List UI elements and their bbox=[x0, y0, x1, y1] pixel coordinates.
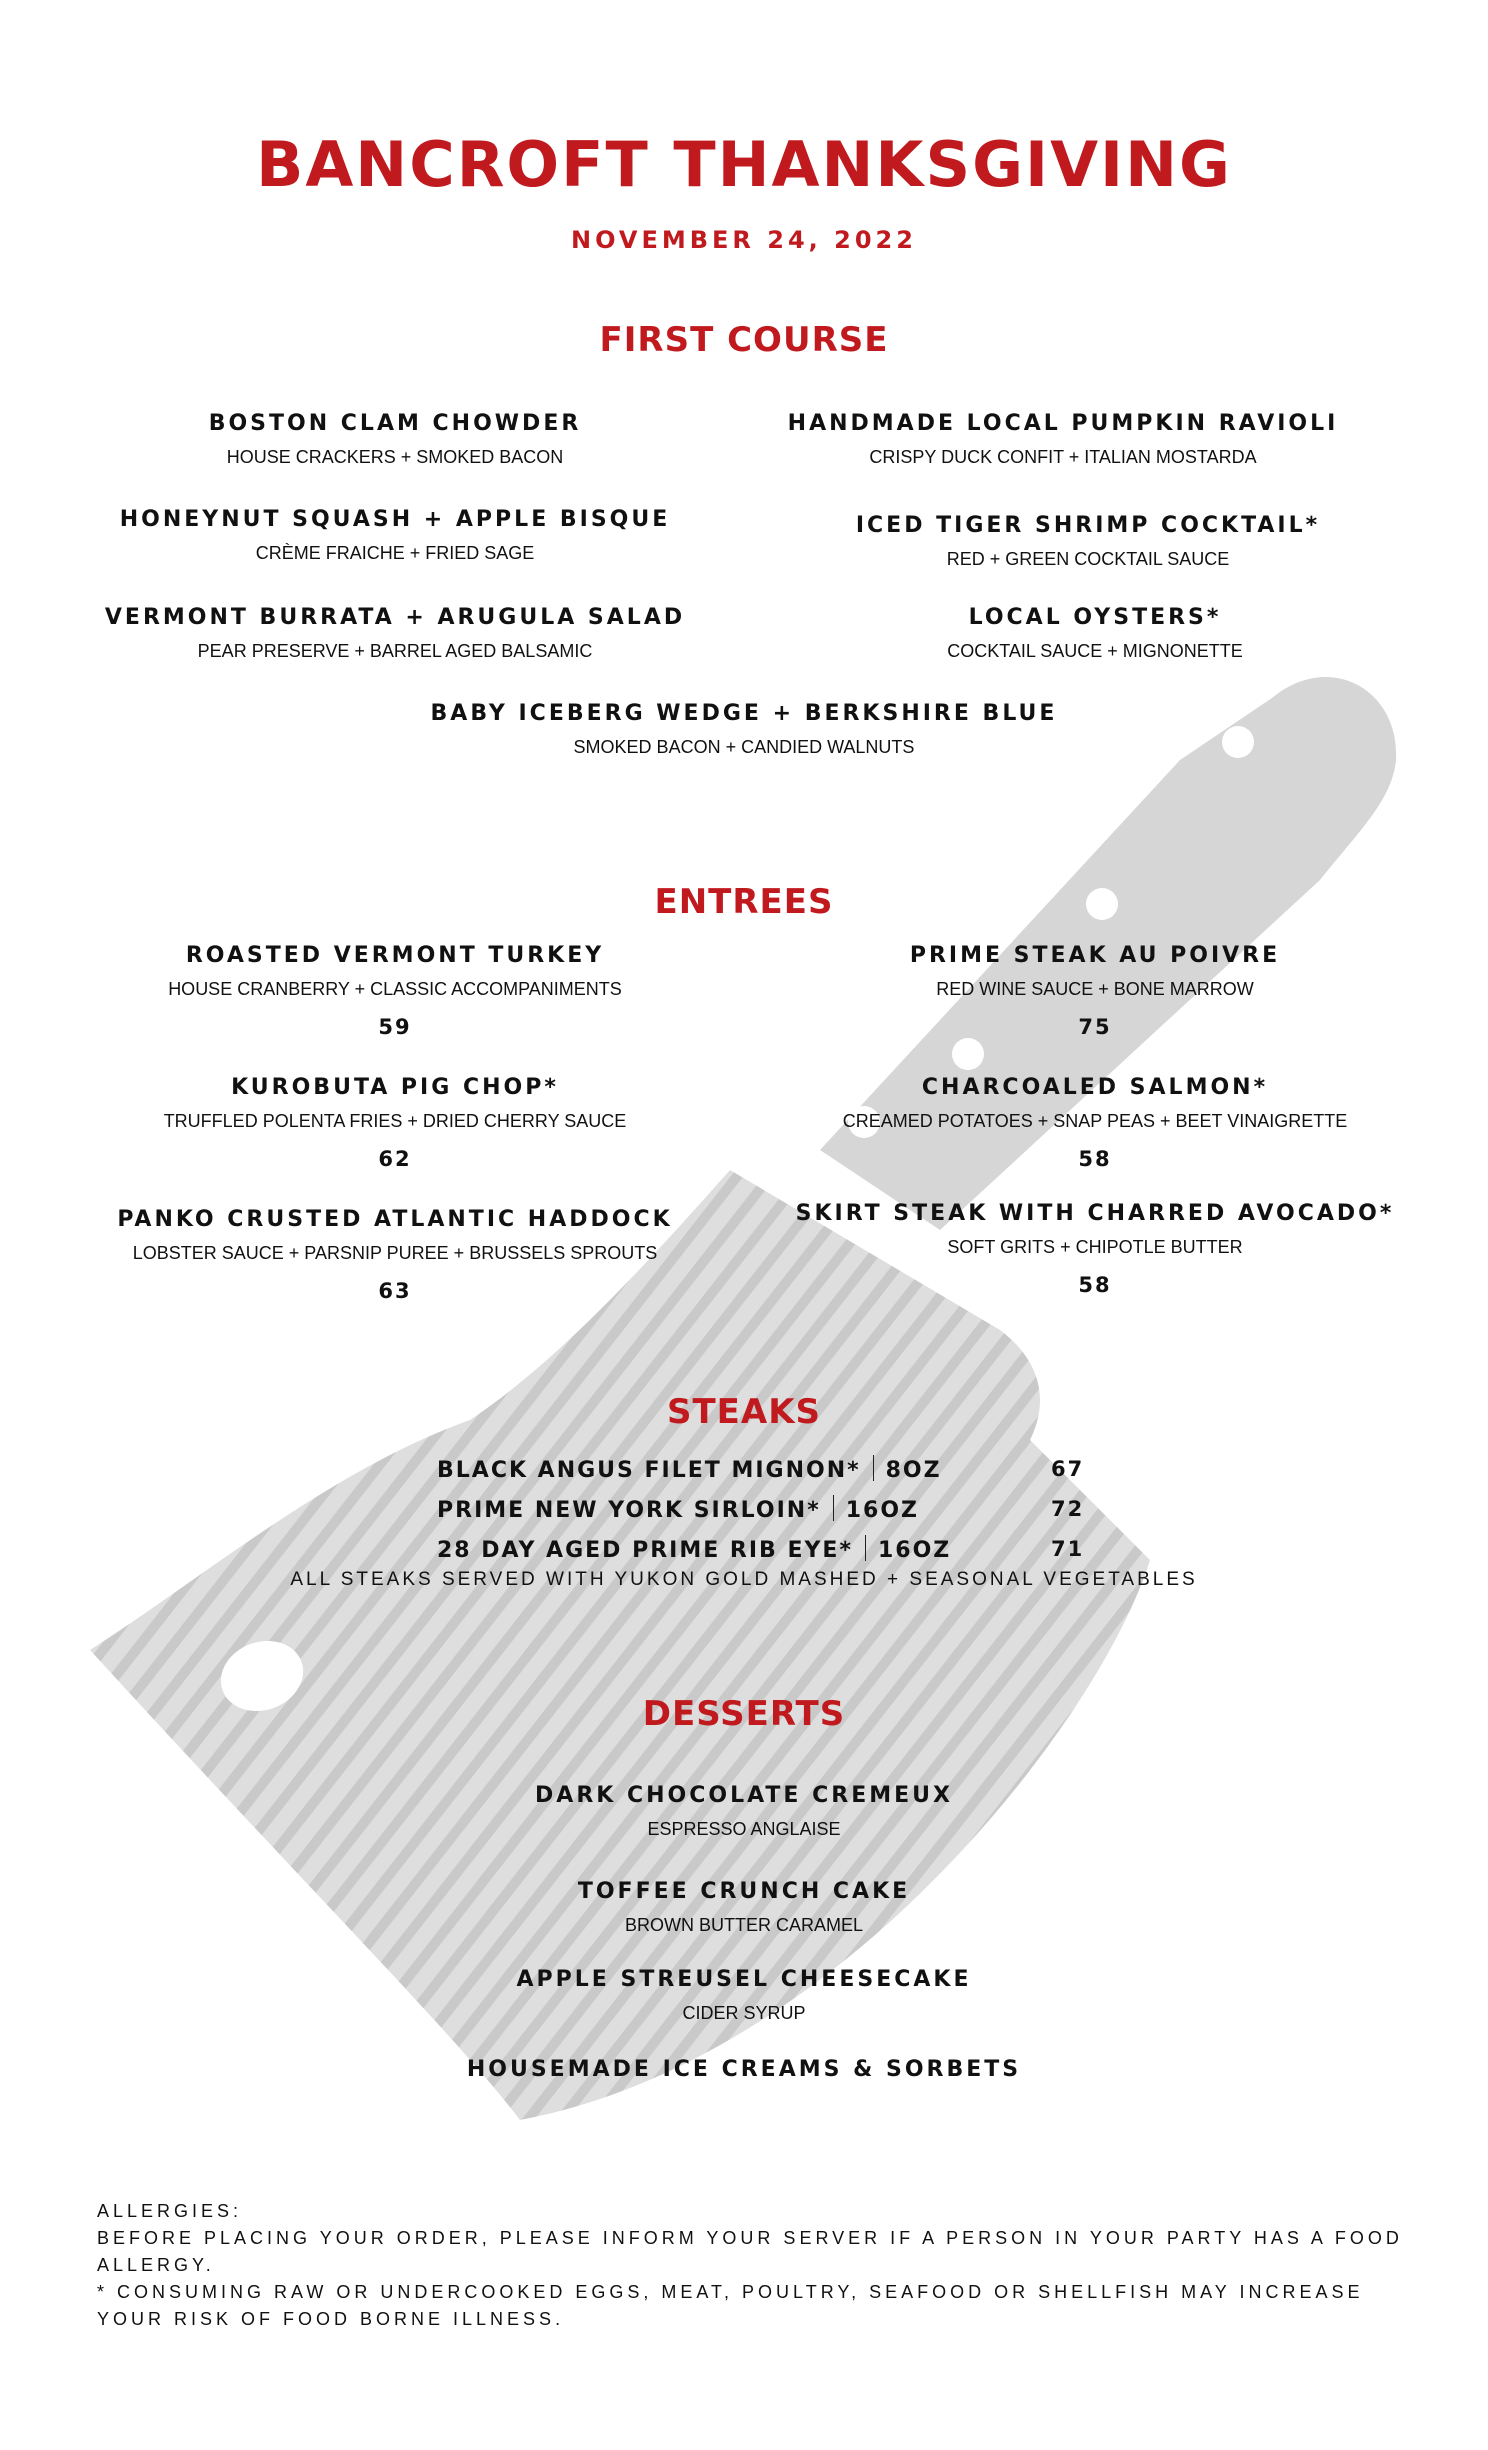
divider bbox=[833, 1495, 834, 1521]
menu-item bbox=[294, 2056, 1194, 2084]
item-name: BABY ICEBERG WEDGE + BERKSHIRE BLUE bbox=[430, 701, 1058, 726]
menu-item bbox=[743, 410, 1383, 468]
menu-item bbox=[775, 1200, 1415, 1298]
steaks-heading: STEAKS bbox=[666, 1392, 822, 1432]
steak-name: BLACK ANGUS FILET MIGNON* bbox=[437, 1458, 861, 1483]
item-description: SOFT GRITS + CHIPOTLE BUTTER bbox=[947, 1237, 1243, 1257]
divider bbox=[865, 1535, 866, 1561]
item-price: 63 bbox=[378, 1279, 412, 1303]
menu-item bbox=[294, 1878, 1194, 1936]
menu-item bbox=[75, 604, 715, 662]
menu-title: BANCROFT THANKSGIVING bbox=[256, 128, 1232, 201]
steaks-note: ALL STEAKS SERVED WITH YUKON GOLD MASHED + SEASONAL VEGETABLES bbox=[290, 1569, 1198, 1590]
item-name: SKIRT STEAK WITH CHARRED AVOCADO* bbox=[795, 1201, 1395, 1226]
menu-item bbox=[294, 1782, 1194, 1840]
menu-item bbox=[294, 700, 1194, 758]
item-name: HONEYNUT SQUASH + APPLE BISQUE bbox=[119, 507, 671, 532]
item-description: HOUSE CRANBERRY + CLASSIC ACCOMPANIMENTS bbox=[168, 979, 622, 999]
item-name: CHARCOALED SALMON* bbox=[921, 1075, 1269, 1100]
menu-item bbox=[75, 1206, 715, 1304]
item-name: HOUSEMADE ICE CREAMS & SORBETS bbox=[466, 2057, 1022, 2082]
steak-price: 67 bbox=[1051, 1457, 1085, 1481]
first-course-heading: FIRST COURSE bbox=[599, 320, 889, 360]
allergy-notice bbox=[97, 2198, 1417, 2333]
allergy-text: BEFORE PLACING YOUR ORDER, PLEASE INFORM YOUR SERVER IF A PERSON IN YOUR PARTY HAS A FOOD ALLERGY. bbox=[97, 2228, 1403, 2275]
item-name: BOSTON CLAM CHOWDER bbox=[208, 411, 582, 436]
menu-item bbox=[294, 1966, 1194, 2024]
item-description: TRUFFLED POLENTA FRIES + DRIED CHERRY SAUCE bbox=[163, 1111, 627, 1131]
menu-item bbox=[775, 942, 1415, 1040]
item-description: SMOKED BACON + CANDIED WALNUTS bbox=[573, 737, 915, 757]
divider bbox=[873, 1455, 874, 1481]
menu-item bbox=[775, 604, 1415, 662]
menu-item bbox=[775, 1074, 1415, 1172]
item-description: CIDER SYRUP bbox=[682, 2003, 806, 2023]
item-price: 75 bbox=[1078, 1015, 1112, 1039]
steak-size: 16OZ bbox=[877, 1538, 952, 1563]
item-name: HANDMADE LOCAL PUMPKIN RAVIOLI bbox=[787, 411, 1339, 436]
item-price: 59 bbox=[378, 1015, 412, 1039]
item-description: BROWN BUTTER CARAMEL bbox=[624, 1915, 864, 1935]
entrees-heading: ENTREES bbox=[654, 882, 834, 922]
item-name: APPLE STREUSEL CHEESECAKE bbox=[516, 1967, 972, 1992]
item-description: CREAMED POTATOES + SNAP PEAS + BEET VINAIGRETTE bbox=[842, 1111, 1348, 1131]
steak-name: PRIME NEW YORK SIRLOIN* bbox=[437, 1498, 821, 1523]
item-name: ROASTED VERMONT TURKEY bbox=[185, 943, 605, 968]
item-description: PEAR PRESERVE + BARREL AGED BALSAMIC bbox=[197, 641, 593, 661]
item-name: PANKO CRUSTED ATLANTIC HADDOCK bbox=[117, 1207, 673, 1232]
steak-name: 28 DAY AGED PRIME RIB EYE* bbox=[437, 1538, 853, 1563]
item-description: RED + GREEN COCKTAIL SAUCE bbox=[946, 549, 1230, 569]
steak-price: 71 bbox=[1051, 1537, 1085, 1561]
steak-size: 8OZ bbox=[885, 1458, 942, 1483]
menu-date: NOVEMBER 24, 2022 bbox=[571, 226, 917, 254]
item-description: COCKTAIL SAUCE + MIGNONETTE bbox=[947, 641, 1243, 661]
steak-row bbox=[437, 1535, 951, 1565]
item-name: VERMONT BURRATA + ARUGULA SALAD bbox=[104, 605, 686, 630]
steak-row bbox=[437, 1495, 919, 1525]
item-price: 58 bbox=[1078, 1273, 1112, 1297]
raw-food-warning: * CONSUMING RAW OR UNDERCOOKED EGGS, MEAT, POULTRY, SEAFOOD OR SHELLFISH MAY INCREASE YOUR RISK OF FOOD BORNE ILLNESS. bbox=[97, 2282, 1364, 2329]
steak-size: 16OZ bbox=[845, 1498, 919, 1523]
item-name: ICED TIGER SHRIMP COCKTAIL* bbox=[855, 513, 1321, 538]
allergy-label: ALLERGIES: bbox=[97, 2201, 243, 2221]
menu-item bbox=[75, 506, 715, 564]
item-description: CRÈME FRAICHE + FRIED SAGE bbox=[255, 543, 535, 563]
item-description: ESPRESSO ANGLAISE bbox=[647, 1819, 841, 1839]
item-description: RED WINE SAUCE + BONE MARROW bbox=[936, 979, 1254, 999]
item-price: 58 bbox=[1078, 1147, 1112, 1171]
menu-item bbox=[75, 410, 715, 468]
item-name: PRIME STEAK AU POIVRE bbox=[909, 943, 1281, 968]
item-name: LOCAL OYSTERS* bbox=[968, 605, 1222, 630]
item-name: DARK CHOCOLATE CREMEUX bbox=[535, 1783, 953, 1808]
item-description: LOBSTER SAUCE + PARSNIP PUREE + BRUSSELS SPROUTS bbox=[132, 1243, 658, 1263]
menu-item bbox=[75, 942, 715, 1040]
steak-price: 72 bbox=[1051, 1497, 1085, 1521]
menu-item bbox=[75, 1074, 715, 1172]
desserts-heading: DESSERTS bbox=[642, 1694, 846, 1734]
item-price: 62 bbox=[378, 1147, 412, 1171]
item-description: CRISPY DUCK CONFIT + ITALIAN MOSTARDA bbox=[869, 447, 1257, 467]
item-name: TOFFEE CRUNCH CAKE bbox=[577, 1879, 911, 1904]
item-name: KUROBUTA PIG CHOP* bbox=[231, 1075, 559, 1100]
menu-item bbox=[768, 512, 1408, 570]
steak-row bbox=[437, 1455, 942, 1485]
item-description: HOUSE CRACKERS + SMOKED BACON bbox=[226, 447, 564, 467]
